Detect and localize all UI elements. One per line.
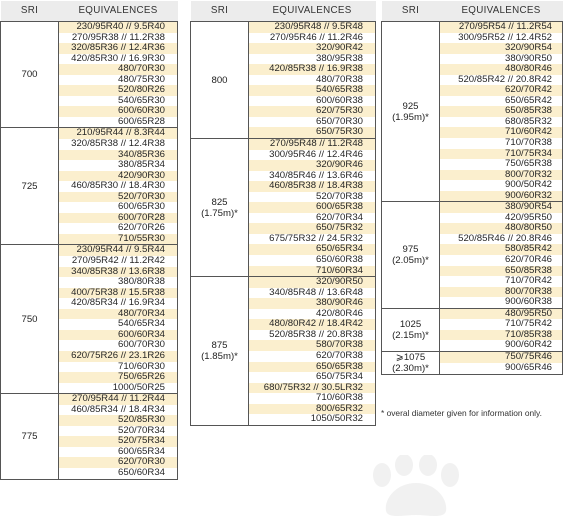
sri-value-cell: [1, 128, 59, 245]
tyre-size-item: 270/95R48 // 11.2R48: [249, 139, 375, 150]
equivalences-cell: [59, 394, 178, 479]
tyre-size-item: 710/60R42: [440, 127, 562, 138]
tyre-size-item: 480/80R42 // 18.4R42: [249, 319, 375, 330]
sri-group: [191, 139, 376, 277]
sri-group: [382, 202, 563, 308]
tyre-size-item: 340/85R48 // 13.6R48: [269, 286, 363, 298]
tyre-size-item: 620/70R46: [505, 254, 552, 266]
tyre-size-item: 480/70R30: [59, 64, 177, 75]
equivalences-cell: [440, 351, 563, 374]
overall-diameter: (2.05m)*: [392, 255, 429, 267]
equivalences-header: EQUIVALENCES: [59, 1, 178, 22]
tyre-size-item: 750/65R38: [505, 158, 552, 170]
tyre-size-item: 650/60R38: [316, 254, 363, 266]
sri-table-column-3: [381, 1, 563, 375]
overall-diameter: (1.85m)*: [201, 350, 238, 362]
tyre-size-item: 710/75R42: [505, 318, 552, 330]
tyre-size-item: 650/65R42: [505, 94, 552, 106]
tyre-size-item: 320/90R46: [249, 160, 375, 171]
tyre-size-item: 800/70R32: [440, 170, 562, 181]
equivalences-cell: [440, 22, 563, 202]
tyre-size-item: 900/65R46: [505, 361, 552, 373]
sri-value-cell: [382, 308, 440, 351]
tyre-size-item: 900/60R42: [505, 339, 552, 351]
tyre-size-item: 680/75R32 // 30.5LR32: [249, 383, 375, 394]
tyre-size-item: 650/75R34: [316, 371, 363, 383]
sri-header: SRI: [382, 1, 440, 22]
tyre-size-item: 420/85R34 // 16.9R34: [71, 297, 165, 309]
tyre-size-item: 380/95R38: [316, 52, 363, 64]
tyre-size-item: 380/90R46: [249, 298, 375, 309]
tyre-size-item: 400/75R38 // 15.5R38: [59, 288, 177, 299]
tyre-size-item: 420/90R30: [59, 171, 177, 182]
tyre-size-item: 710/60R30: [118, 360, 165, 372]
tyre-size-item: 750/75R46: [440, 352, 562, 363]
tyre-size-item: 300/95R46 // 12.4R46: [269, 148, 363, 160]
tyre-size-item: 460/85R34 // 18.4R34: [71, 403, 165, 415]
tyre-size-item: 620/70R42: [440, 85, 562, 96]
equivalences-cell: [249, 22, 376, 139]
tyre-size-item: 320/85R38 // 12.4R38: [71, 138, 165, 150]
tyre-size-item: 270/95R44 // 11.2R44: [59, 394, 177, 405]
tyre-size-item: 480/70R38: [316, 73, 363, 85]
tyre-size-item: 480/75R30: [118, 73, 165, 85]
sri-group: [1, 394, 178, 479]
sri-value-cell: [382, 22, 440, 202]
sri-group: [382, 308, 563, 351]
sri-header: SRI: [1, 1, 59, 22]
sri-value-cell: [382, 202, 440, 308]
equivalences-cell: [440, 308, 563, 351]
tyre-size-item: 800/65R32: [249, 404, 375, 415]
equivalences-cell: [249, 139, 376, 277]
tyre-size-item: 480/95R50: [440, 309, 562, 320]
sri-value: 825: [211, 196, 228, 208]
tyre-size-item: 650/75R30: [249, 127, 375, 138]
tyre-size-item: 580/85R42: [440, 244, 562, 255]
equivalences-header: EQUIVALENCES: [249, 1, 376, 22]
sri-value: 750: [21, 313, 38, 325]
tyre-size-item: 650/60R34: [118, 466, 165, 478]
sri-value: 775: [21, 430, 38, 442]
sri-group: [191, 22, 376, 139]
tyre-size-item: 270/95R38 // 11.2R38: [71, 31, 165, 43]
tyre-size-item: 680/85R32: [505, 115, 552, 127]
tyre-size-item: 650/85R38: [440, 266, 562, 277]
tyre-size-item: 270/95R54 // 11.2R54: [440, 22, 562, 33]
tyre-size-item: 750/65R26: [59, 372, 177, 383]
overall-diameter: (2.15m)*: [392, 329, 429, 341]
tyre-size-item: 600/65R34: [118, 445, 165, 457]
tyre-size-item: 600/70R30: [118, 339, 165, 351]
tyre-size-item: 420/95R50: [505, 211, 552, 223]
tyre-size-item: 480/80R50: [440, 223, 562, 234]
tyre-size-item: 340/85R36: [59, 150, 177, 161]
tyre-size-item: 650/65R34: [249, 244, 375, 255]
tyre-size-item: 270/95R46 // 11.2R46: [269, 31, 363, 43]
tyre-size-item: 380/90R50: [505, 52, 552, 64]
tyre-size-item: 340/85R38 // 13.6R38: [59, 267, 177, 278]
tyre-size-item: 520/70R30: [59, 192, 177, 203]
tyre-size-item: 520/70R34: [118, 424, 165, 436]
tyre-size-item: 1050/50R32: [310, 413, 363, 425]
sri-group: [1, 128, 178, 245]
sri-value-cell: [191, 277, 249, 426]
tyre-size-item: 460/85R30 // 18.4R30: [71, 180, 165, 192]
sri-value: 1025: [399, 318, 422, 330]
tyre-size-item: 540/65R34: [118, 318, 165, 330]
sri-value: 925: [402, 100, 419, 112]
tyre-size-item: 380/90R54: [440, 202, 562, 213]
tyre-size-item: 420/85R30 // 16.9R30: [71, 52, 165, 64]
equivalences-cell: [59, 22, 178, 128]
tyre-size-item: 300/95R52 // 12.4R52: [458, 31, 552, 43]
tyre-size-item: 900/50R42: [505, 179, 552, 191]
tyre-size-item: 650/75R32: [249, 223, 375, 234]
tyre-size-item: 650/65R38: [249, 362, 375, 373]
tyre-size-item: 420/85R38 // 16.9R38: [249, 64, 375, 75]
sri-table-column-2: [190, 1, 376, 426]
equivalences-cell: [59, 128, 178, 245]
tyre-size-item: 600/60R34: [59, 330, 177, 341]
tyre-size-item: 520/85R42 // 20.8R42: [458, 73, 552, 85]
paw-print-watermark-icon: [360, 455, 470, 517]
tyre-size-item: 800/70R38: [440, 287, 562, 298]
tyre-size-item: 380/85R34: [118, 159, 165, 171]
tyre-size-item: 710/70R38: [505, 137, 552, 149]
tyre-size-item: 620/75R30: [249, 106, 375, 117]
tyre-size-item: 620/70R34: [316, 211, 363, 223]
tyre-size-item: 320/90R54: [440, 43, 562, 54]
tyre-size-item: 520/70R38: [316, 190, 363, 202]
tyre-size-item: 540/65R30: [118, 94, 165, 106]
overall-diameter: (1.75m)*: [201, 207, 238, 219]
tyre-size-item: 620/70R26: [118, 222, 165, 234]
tyre-size-item: 540/65R38: [249, 85, 375, 96]
tyre-size-item: 320/85R36 // 12.4R36: [59, 43, 177, 54]
sri-value-cell: [191, 22, 249, 139]
sri-value-cell: [1, 245, 59, 394]
tyre-size-item: 710/85R38: [440, 330, 562, 341]
equivalences-cell: [249, 277, 376, 426]
tyre-size-item: 480/70R34: [59, 309, 177, 320]
tyre-size-item: 270/95R42 // 11.2R42: [71, 255, 165, 267]
tyre-size-item: 710/70R42: [505, 275, 552, 287]
tyre-size-item: 520/85R46 // 20.8R46: [458, 232, 552, 244]
sri-value: 700: [21, 69, 38, 81]
equivalences-cell: [440, 202, 563, 308]
sri-table-column-1: [0, 1, 178, 480]
tyre-size-item: 520/75R34: [59, 436, 177, 447]
sri-value-cell: [1, 22, 59, 128]
sri-group: [1, 22, 178, 128]
sri-value-cell: [1, 394, 59, 479]
tyre-size-item: 900/60R38: [505, 296, 552, 308]
footnote: * overal diameter given for information only.: [381, 408, 542, 418]
sri-header: SRI: [191, 1, 249, 22]
tyre-size-item: 600/70R28: [59, 213, 177, 224]
tyre-size-item: 710/60R34: [249, 266, 375, 277]
tyre-size-item: 710/55R30: [59, 234, 177, 245]
overall-diameter: (1.95m)*: [392, 111, 429, 123]
tyre-size-item: 710/75R34: [440, 149, 562, 160]
sri-value: ⩾1075: [395, 351, 426, 363]
tyre-size-item: 1000/50R25: [112, 381, 165, 393]
tyre-size-item: 320/90R42: [249, 43, 375, 54]
sri-group: [382, 22, 563, 202]
tyre-size-item: 340/85R46 // 13.6R46: [269, 169, 363, 181]
sri-value-cell: [191, 139, 249, 277]
tyre-size-item: 210/95R44 // 8.3R44: [59, 128, 177, 139]
tyre-size-item: 420/80R46: [316, 307, 363, 319]
sri-group: [191, 277, 376, 426]
tyre-size-item: 230/95R48 // 9.5R48: [249, 22, 375, 33]
tyre-size-item: 230/95R44 // 9.5R44: [59, 245, 177, 256]
tyre-size-item: 480/80R46: [440, 64, 562, 75]
sri-value: 725: [21, 180, 38, 192]
tyre-size-item: 900/60R32: [440, 191, 562, 202]
tyre-size-item: 520/80R26: [59, 85, 177, 96]
tyre-size-item: 580/70R38: [249, 340, 375, 351]
tyre-size-item: 650/85R38: [440, 106, 562, 117]
tyre-size-item: 230/95R40 // 9.5R40: [59, 22, 177, 33]
tyre-size-item: 675/75R32 // 24.5R32: [269, 232, 363, 244]
tyre-size-item: 620/70R30: [59, 457, 177, 468]
equivalences-cell: [59, 245, 178, 394]
tyre-size-item: 600/65R38: [249, 202, 375, 213]
sri-value: 800: [211, 74, 228, 86]
sri-value: 875: [211, 339, 228, 351]
tyre-size-item: 710/60R38: [316, 392, 363, 404]
sri-group: [382, 351, 563, 374]
tyre-size-item: 600/65R30: [118, 201, 165, 213]
tyre-size-item: 520/85R38 // 20.8R38: [269, 328, 363, 340]
tyre-size-item: 380/80R38: [118, 276, 165, 288]
tyre-size-item: 320/90R50: [249, 277, 375, 288]
equivalences-header: EQUIVALENCES: [440, 1, 563, 22]
tyre-size-item: 650/70R30: [316, 115, 363, 127]
tyre-size-item: 520/85R30: [59, 415, 177, 426]
tyre-size-item: 600/60R30: [59, 106, 177, 117]
sri-group: [1, 245, 178, 394]
tyre-size-item: 620/75R26 // 23.1R26: [59, 351, 177, 362]
tyre-size-item: 620/70R38: [316, 349, 363, 361]
tyre-size-item: 600/60R38: [316, 94, 363, 106]
sri-value-cell: [382, 351, 440, 374]
tyre-size-item: 600/65R28: [118, 115, 165, 127]
sri-value: 975: [402, 244, 419, 256]
tyre-size-item: 460/85R38 // 18.4R38: [249, 181, 375, 192]
overall-diameter: (2.30m)*: [392, 362, 429, 374]
